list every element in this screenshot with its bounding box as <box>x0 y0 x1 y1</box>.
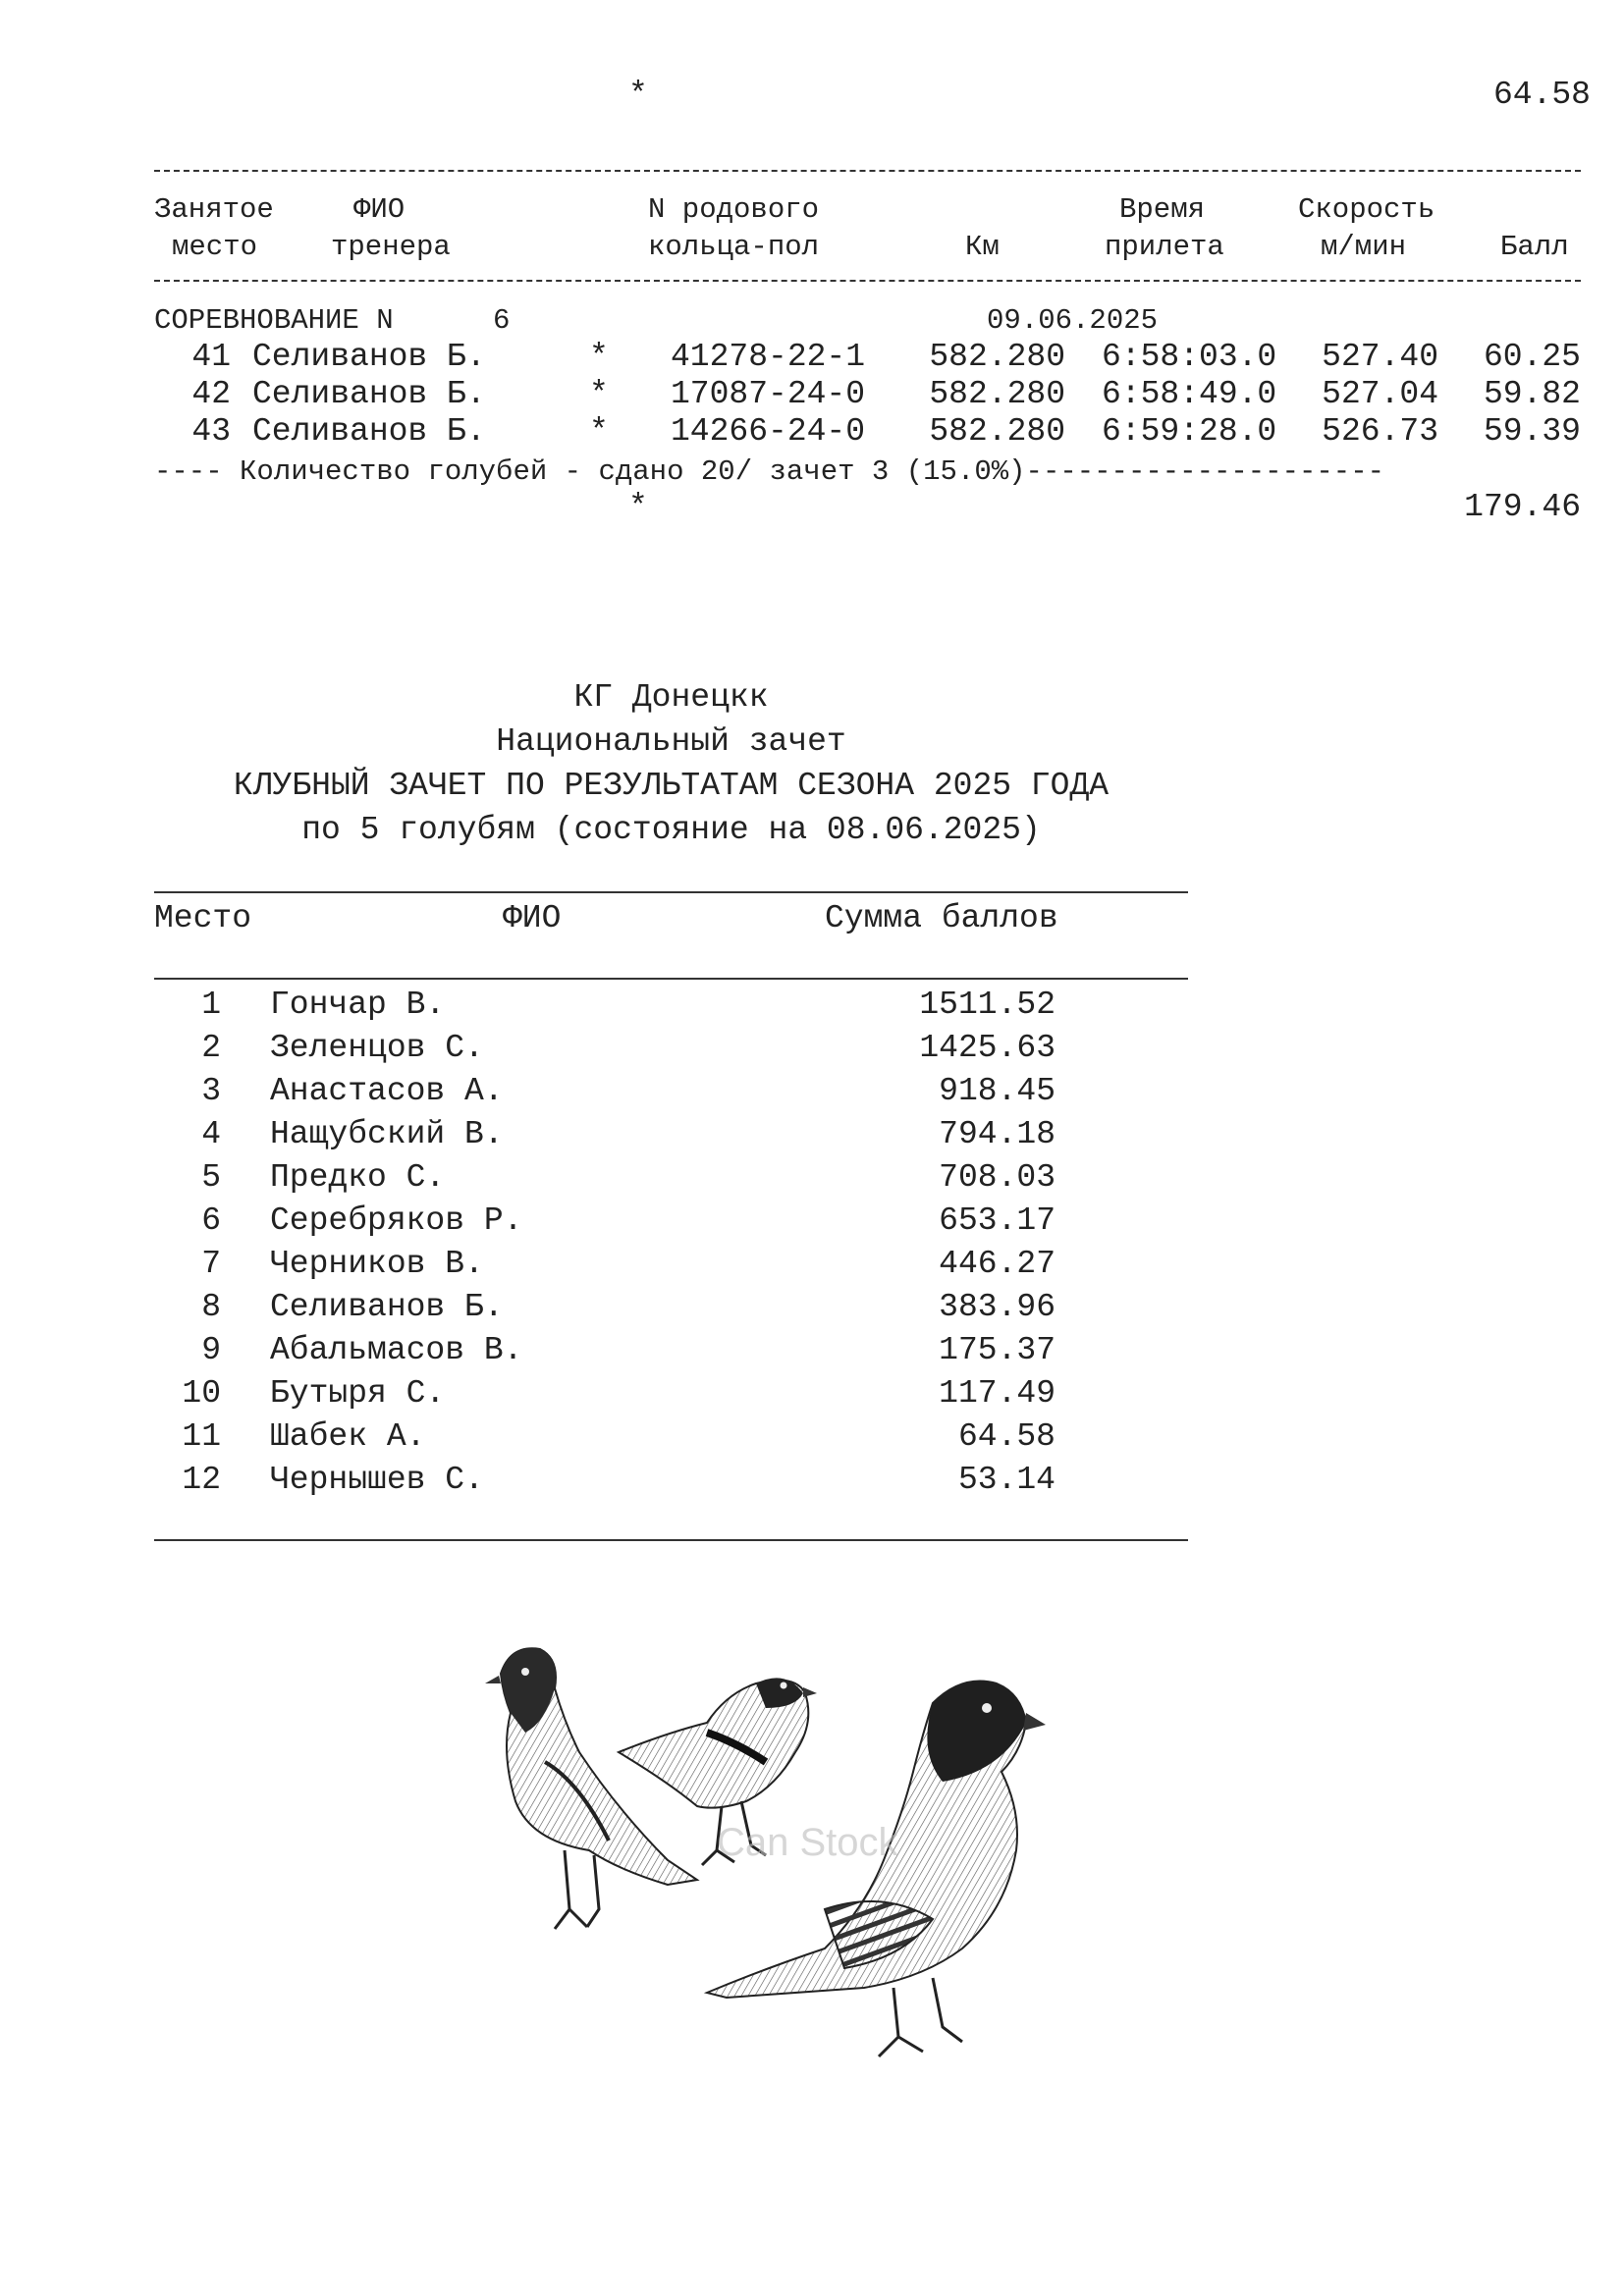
standings-name: Анастасов А. <box>270 1073 504 1109</box>
standings-name: Чернышев С. <box>270 1462 484 1498</box>
header-km: Км <box>965 231 1000 263</box>
standings-name: Зеленцов С. <box>270 1030 484 1066</box>
competition-total: 179.46 <box>1464 489 1581 525</box>
row-km: 582.280 <box>929 413 1065 450</box>
header-rule-top <box>154 170 1581 172</box>
standings-place: 9 <box>201 1332 221 1368</box>
row-points: 59.82 <box>1483 376 1581 412</box>
standings-sum: 708.03 <box>939 1159 1056 1196</box>
pigeons-illustration-icon <box>471 1615 1070 2076</box>
top-star: * <box>628 77 648 113</box>
standings-name: Шабек А. <box>270 1418 426 1455</box>
row-place: 41 <box>191 339 231 375</box>
row-name: Селиванов Б. <box>252 339 486 375</box>
row-ring: 17087-24-0 <box>671 376 866 412</box>
standings-sum: 794.18 <box>939 1116 1056 1152</box>
standings-name: Нащубский В. <box>270 1116 504 1152</box>
standings-condition: по 5 голубям (состояние на 08.06.2025) <box>301 812 1041 848</box>
header-speed-line1: Скорость <box>1298 193 1435 226</box>
header-points: Балл <box>1500 231 1569 263</box>
standings-place: 7 <box>201 1246 221 1282</box>
standings-place: 4 <box>201 1116 221 1152</box>
row-km: 582.280 <box>929 339 1065 375</box>
competition-number: 6 <box>493 304 511 337</box>
standings-place: 11 <box>182 1418 221 1455</box>
standings-sum: 117.49 <box>939 1375 1056 1412</box>
standings-rule-bottom <box>154 1539 1188 1541</box>
standings-rule-header <box>154 978 1188 980</box>
row-star: * <box>589 376 609 412</box>
header-place-line1: Занятое <box>154 193 274 226</box>
header-time-line2: прилета <box>1105 231 1224 263</box>
standings-sum: 653.17 <box>939 1202 1056 1239</box>
row-time: 6:58:49.0 <box>1102 376 1277 412</box>
standings-place: 10 <box>182 1375 221 1412</box>
row-place: 43 <box>191 413 231 450</box>
standings-name: Гончар В. <box>270 987 446 1023</box>
standings-sum: 1511.52 <box>919 987 1056 1023</box>
standings-name: Предко С. <box>270 1159 446 1196</box>
top-total: 64.58 <box>1492 77 1591 113</box>
standings-name: Бутыря С. <box>270 1375 446 1412</box>
header-time-line1: Время <box>1119 193 1206 226</box>
header-speed-line2: м/мин <box>1321 231 1407 263</box>
row-points: 59.39 <box>1483 413 1581 450</box>
standings-place: 6 <box>201 1202 221 1239</box>
header-name-line2: тренера <box>331 231 451 263</box>
standings-place: 2 <box>201 1030 221 1066</box>
standings-rule-top <box>154 891 1188 893</box>
standings-sum: 383.96 <box>939 1289 1056 1325</box>
row-speed: 526.73 <box>1322 413 1438 450</box>
row-points: 60.25 <box>1483 339 1581 375</box>
standings-sum: 53.14 <box>957 1462 1056 1498</box>
standings-place: 8 <box>201 1289 221 1325</box>
row-time: 6:59:28.0 <box>1102 413 1277 450</box>
standings-sum: 446.27 <box>939 1246 1056 1282</box>
standings-place: 12 <box>182 1462 221 1498</box>
row-star: * <box>589 413 609 450</box>
standings-sum: 175.37 <box>939 1332 1056 1368</box>
standings-name: Серебряков Р. <box>270 1202 523 1239</box>
competition-title: СОРЕВНОВАНИЕ N <box>154 304 394 337</box>
standings-col-name: ФИО <box>503 900 562 936</box>
row-speed: 527.04 <box>1322 376 1438 412</box>
row-name: Селиванов Б. <box>252 413 486 450</box>
standings-sum: 918.45 <box>939 1073 1056 1109</box>
standings-sum: 64.58 <box>957 1418 1056 1455</box>
competition-date: 09.06.2025 <box>987 304 1159 337</box>
standings-col-place: Место <box>154 900 252 936</box>
standings-sum: 1425.63 <box>919 1030 1056 1066</box>
row-star: * <box>589 339 609 375</box>
standings-name: Абальмасов В. <box>270 1332 523 1368</box>
standings-place: 1 <box>201 987 221 1023</box>
standings-club: КГ Донецкк <box>573 679 769 716</box>
pigeon-left <box>485 1648 697 1929</box>
watermark-text: Can Stock <box>717 1821 898 1864</box>
header-ring-line2: кольца-пол <box>648 231 820 263</box>
row-km: 582.280 <box>929 376 1065 412</box>
row-speed: 527.40 <box>1322 339 1438 375</box>
standings-place: 3 <box>201 1073 221 1109</box>
standings-name: Черников В. <box>270 1246 484 1282</box>
row-place: 42 <box>191 376 231 412</box>
standings-subtitle: Национальный зачет <box>496 723 846 760</box>
row-ring: 14266-24-0 <box>671 413 866 450</box>
header-ring-line1: N родового <box>648 193 820 226</box>
standings-place: 5 <box>201 1159 221 1196</box>
header-rule-bottom <box>154 280 1581 282</box>
standings-title: КЛУБНЫЙ ЗАЧЕТ ПО РЕЗУЛЬТАТАМ СЕЗОНА 2025 ГОДА <box>233 768 1110 804</box>
standings-name: Селиванов Б. <box>270 1289 504 1325</box>
row-time: 6:58:03.0 <box>1102 339 1277 375</box>
competition-star: * <box>628 489 648 525</box>
header-place-line2: место <box>172 231 258 263</box>
header-name-line1: ФИО <box>353 193 406 226</box>
row-ring: 41278-22-1 <box>671 339 866 375</box>
standings-col-sum: Сумма баллов <box>825 900 1058 936</box>
competition-footer: ---- Количество голубей - сдано 20/ зачет 3 (15.0%)--------------------- <box>154 455 1385 488</box>
row-name: Селиванов Б. <box>252 376 486 412</box>
